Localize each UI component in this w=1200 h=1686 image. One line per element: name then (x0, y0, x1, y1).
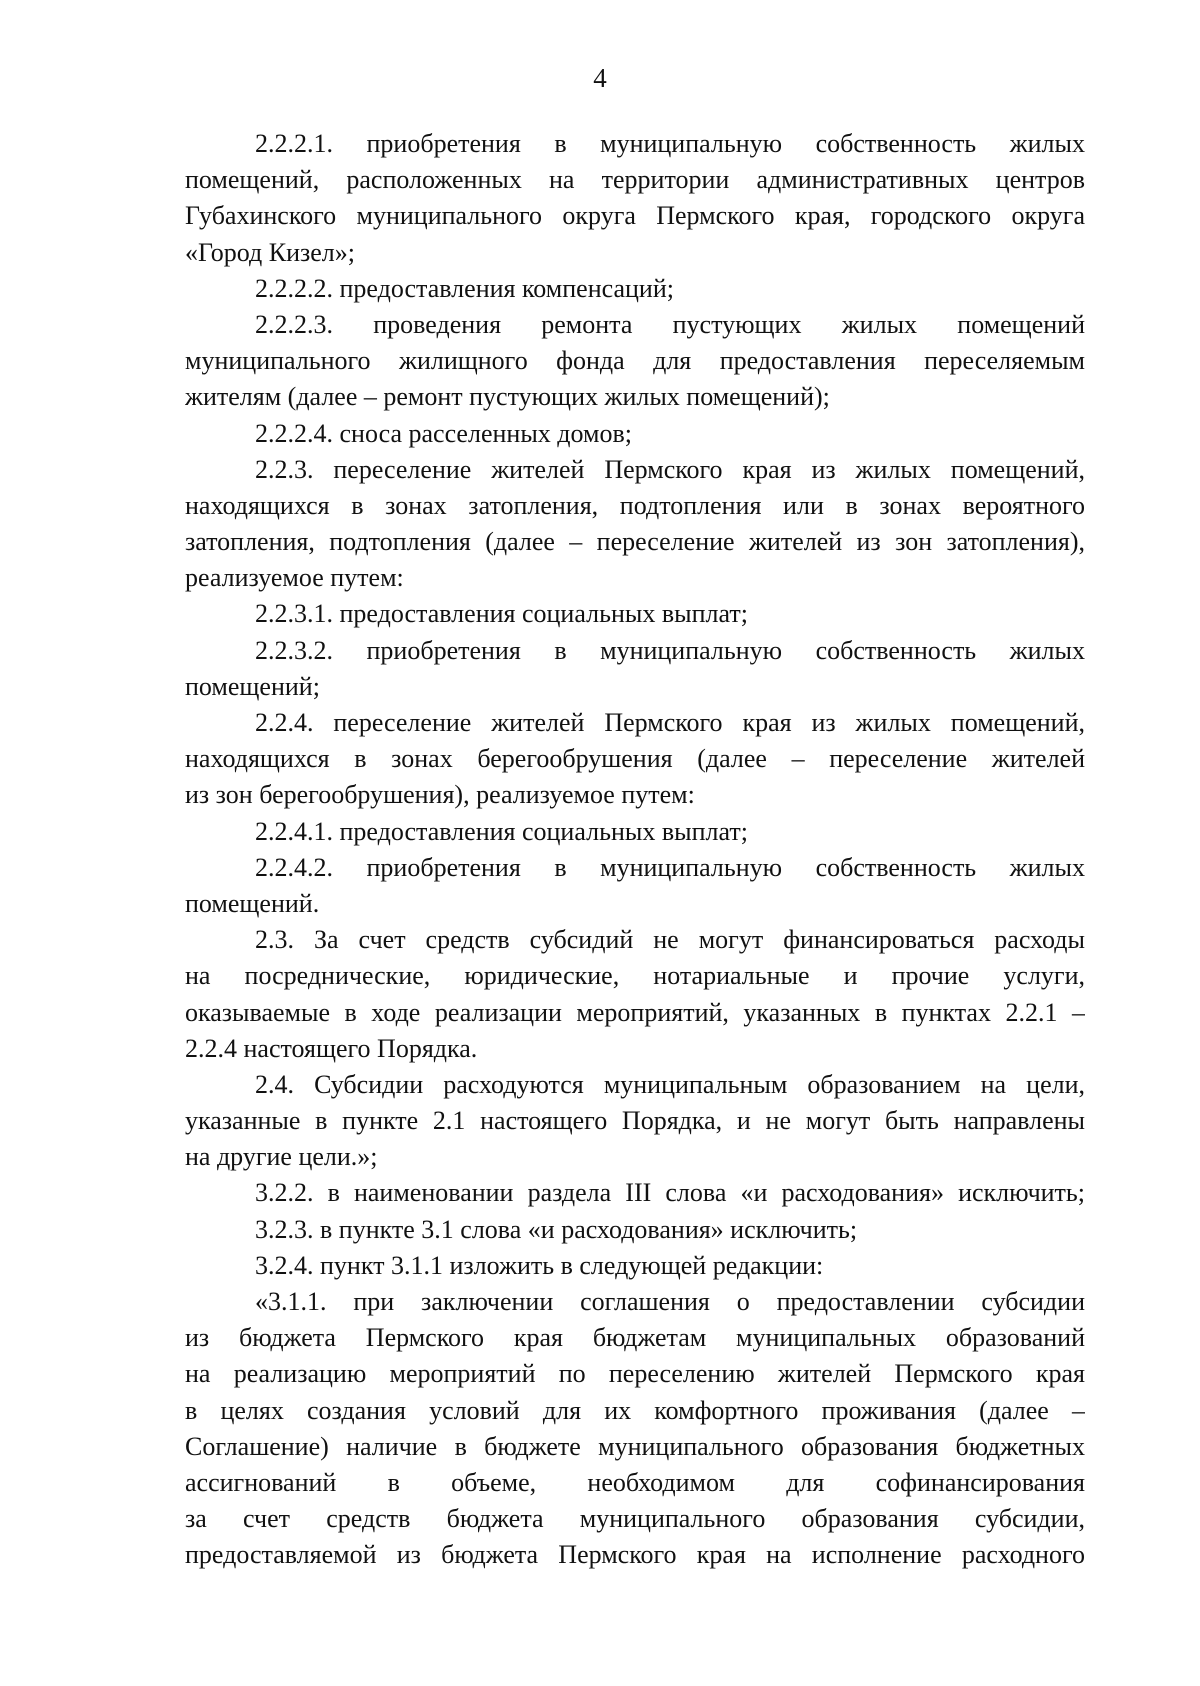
text-line: затопления, подтопления (далее – переселение жителей из зон затопления), (185, 527, 1085, 557)
page-number: 4 (593, 63, 607, 93)
text-line: Соглашение) наличие в бюджете муниципального образования бюджетных (185, 1431, 1085, 1461)
text-line: 2.2.4.1. предоставления социальных выплат; (255, 816, 748, 846)
text-line: муниципального жилищного фонда для предоставления переселяемым (185, 346, 1085, 376)
text-line: 3.2.4. пункт 3.1.1 изложить в следующей редакции: (255, 1250, 824, 1280)
text-line: 2.2.2.1. приобретения в муниципальную собственность жилых (255, 129, 1085, 158)
text-line: предоставляемой из бюджета Пермского края на исполнение расходного (185, 1540, 1085, 1570)
text-line: 2.2.3.1. предоставления социальных выплат; (255, 599, 748, 629)
text-line: 2.2.2.4. сноса расселенных домов; (255, 418, 632, 448)
text-line: на посреднические, юридические, нотариальные и прочие услуги, (185, 961, 1085, 991)
text-line: 2.4. Субсидии расходуются муниципальным образованием на цели, (255, 1069, 1085, 1099)
text-line: указанные в пункте 2.1 настоящего Порядка, и не могут быть направлены (185, 1106, 1085, 1136)
text-line: «3.1.1. при заключении соглашения о предоставлении субсидии (255, 1287, 1085, 1316)
text-line: на другие цели.»; (185, 1142, 378, 1172)
text-line: 2.3. За счет средств субсидий не могут финансироваться расходы (255, 925, 1085, 955)
text-line: ассигнований в объеме, необходимом для софинансирования (185, 1467, 1085, 1497)
text-line: 3.2.3. в пункте 3.1 слова «и расходования» исключить; (255, 1214, 858, 1244)
text-line: 2.2.4. переселение жителей Пермского края из жилых помещений, (255, 708, 1085, 737)
text-line: оказываемые в ходе реализации мероприятий, указанных в пунктах 2.2.1 – (185, 997, 1085, 1027)
text-line: находящихся в зонах затопления, подтопления или в зонах вероятного (185, 490, 1085, 520)
text-line: находящихся в зонах берегообрушения (далее – переселение жителей (185, 744, 1085, 774)
text-line: из бюджета Пермского края бюджетам муниципальных образований (185, 1323, 1085, 1353)
text-line: 2.2.3.2. приобретения в муниципальную собственность жилых (255, 635, 1085, 665)
text-line: Губахинского муниципального округа Пермского края, городского округа (185, 201, 1085, 231)
text-line: 2.2.2.3. проведения ремонта пустующих жилых помещений (255, 309, 1085, 339)
text-line: 3.2.2. в наименовании раздела III слова «и расходования» исключить; (255, 1178, 1085, 1208)
text-line: за счет средств бюджета муниципального образования субсидии, (185, 1504, 1085, 1534)
text-line: помещений, расположенных на территории административных центров (185, 165, 1085, 195)
text-line: на реализацию мероприятий по переселению жителей Пермского края (185, 1359, 1085, 1389)
text-line: помещений. (185, 888, 320, 918)
document-body (185, 126, 1085, 1574)
text-line: 2.2.4 настоящего Порядка. (185, 1033, 478, 1063)
text-line: 2.2.4.2. приобретения в муниципальную собственность жилых (255, 852, 1085, 882)
text-line: жителям (далее – ремонт пустующих жилых помещений); (185, 382, 830, 412)
text-line: из зон берегообрушения), реализуемое путем: (185, 780, 695, 810)
text-line: «Город Кизел»; (185, 237, 355, 267)
text-line: 2.2.3. переселение жителей Пермского края из жилых помещений, (255, 454, 1085, 484)
text-line: реализуемое путем: (185, 563, 404, 593)
text-line: 2.2.2.2. предоставления компенсаций; (255, 273, 674, 303)
text-line: помещений; (185, 671, 320, 701)
text-line: в целях создания условий для их комфортного проживания (далее – (185, 1395, 1085, 1425)
